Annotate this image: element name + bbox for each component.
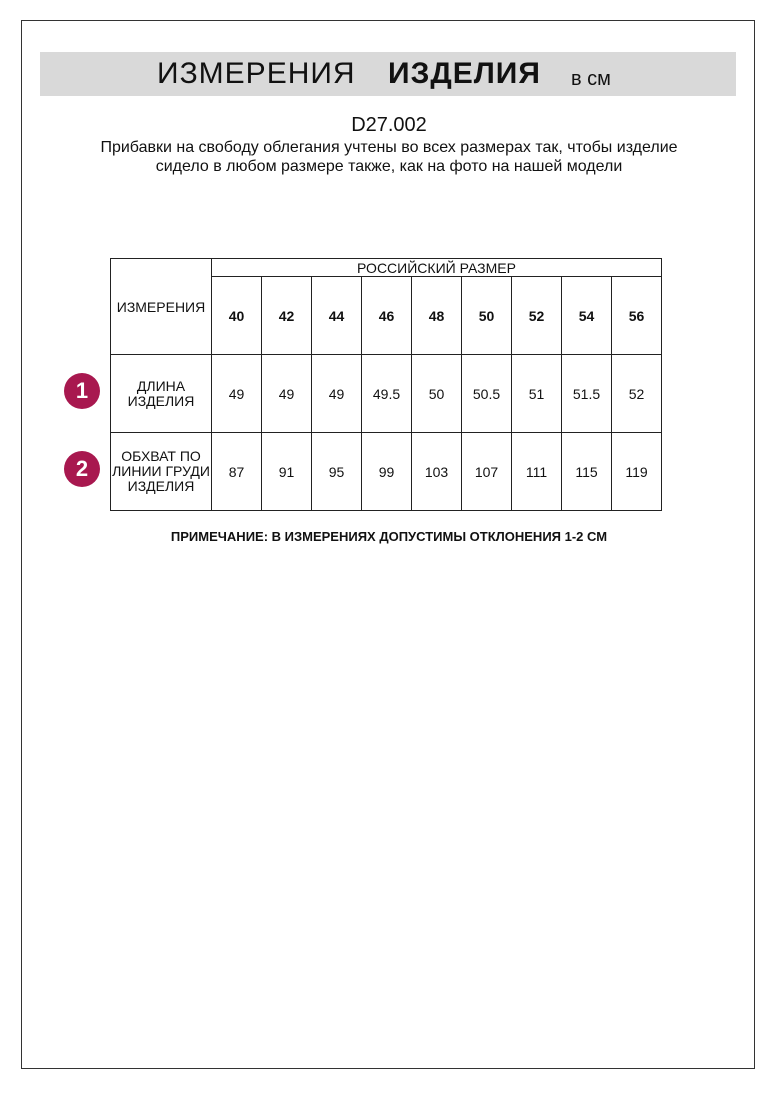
- value-cell: 51: [512, 355, 562, 433]
- table-row: [111, 433, 662, 511]
- value-cell: 87: [212, 433, 262, 511]
- value-cell: 50: [412, 355, 462, 433]
- value-cell: 95: [312, 433, 362, 511]
- value-cell: 52: [612, 355, 662, 433]
- value-cell: 51.5: [562, 355, 612, 433]
- row-label-chest: ОБХВАТ ПО ЛИНИИ ГРУДИ ИЗДЕЛИЯ: [111, 433, 212, 511]
- size-cell: 48: [412, 277, 462, 355]
- measurement-badge-1: 1: [64, 373, 100, 409]
- measurements-header: ИЗМЕРЕНИЯ: [111, 259, 212, 355]
- row-label-length: ДЛИНА ИЗДЕЛИЯ: [111, 355, 212, 433]
- size-table: [110, 258, 662, 511]
- model-code: D27.002: [351, 114, 427, 136]
- value-cell: 49: [312, 355, 362, 433]
- size-cell: 52: [512, 277, 562, 355]
- value-cell: 49: [262, 355, 312, 433]
- page-frame: [21, 20, 755, 1069]
- title-measurements: ИЗМЕРЕНИЯ: [157, 57, 356, 90]
- size-cell: 54: [562, 277, 612, 355]
- value-cell: 111: [512, 433, 562, 511]
- fit-description: Прибавки на свободу облегания учтены во всех размерах так, чтобы изделие сидело в любом размере также, как на фото на нашей модели: [100, 139, 678, 175]
- value-cell: 119: [612, 433, 662, 511]
- value-cell: 99: [362, 433, 412, 511]
- value-cell: 103: [412, 433, 462, 511]
- value-cell: 49.5: [362, 355, 412, 433]
- size-cell: 42: [262, 277, 312, 355]
- table-row: [111, 355, 662, 433]
- russian-size-header: РОССИЙСКИЙ РАЗМЕР: [212, 259, 662, 277]
- value-cell: 49: [212, 355, 262, 433]
- value-cell: 115: [562, 433, 612, 511]
- size-cell: 44: [312, 277, 362, 355]
- measurement-badge-2: 2: [64, 451, 100, 487]
- size-cell: 46: [362, 277, 412, 355]
- size-cell: 50: [462, 277, 512, 355]
- title-unit: в см: [571, 68, 611, 90]
- value-cell: 91: [262, 433, 312, 511]
- table-header-row: [111, 259, 662, 277]
- size-cell: 56: [612, 277, 662, 355]
- tolerance-note: ПРИМЕЧАНИЕ: В ИЗМЕРЕНИЯХ ДОПУСТИМЫ ОТКЛОНЕНИЯ 1-2 СМ: [170, 529, 608, 544]
- size-cell: 40: [212, 277, 262, 355]
- value-cell: 50.5: [462, 355, 512, 433]
- title-product: ИЗДЕЛИЯ: [388, 57, 541, 90]
- value-cell: 107: [462, 433, 512, 511]
